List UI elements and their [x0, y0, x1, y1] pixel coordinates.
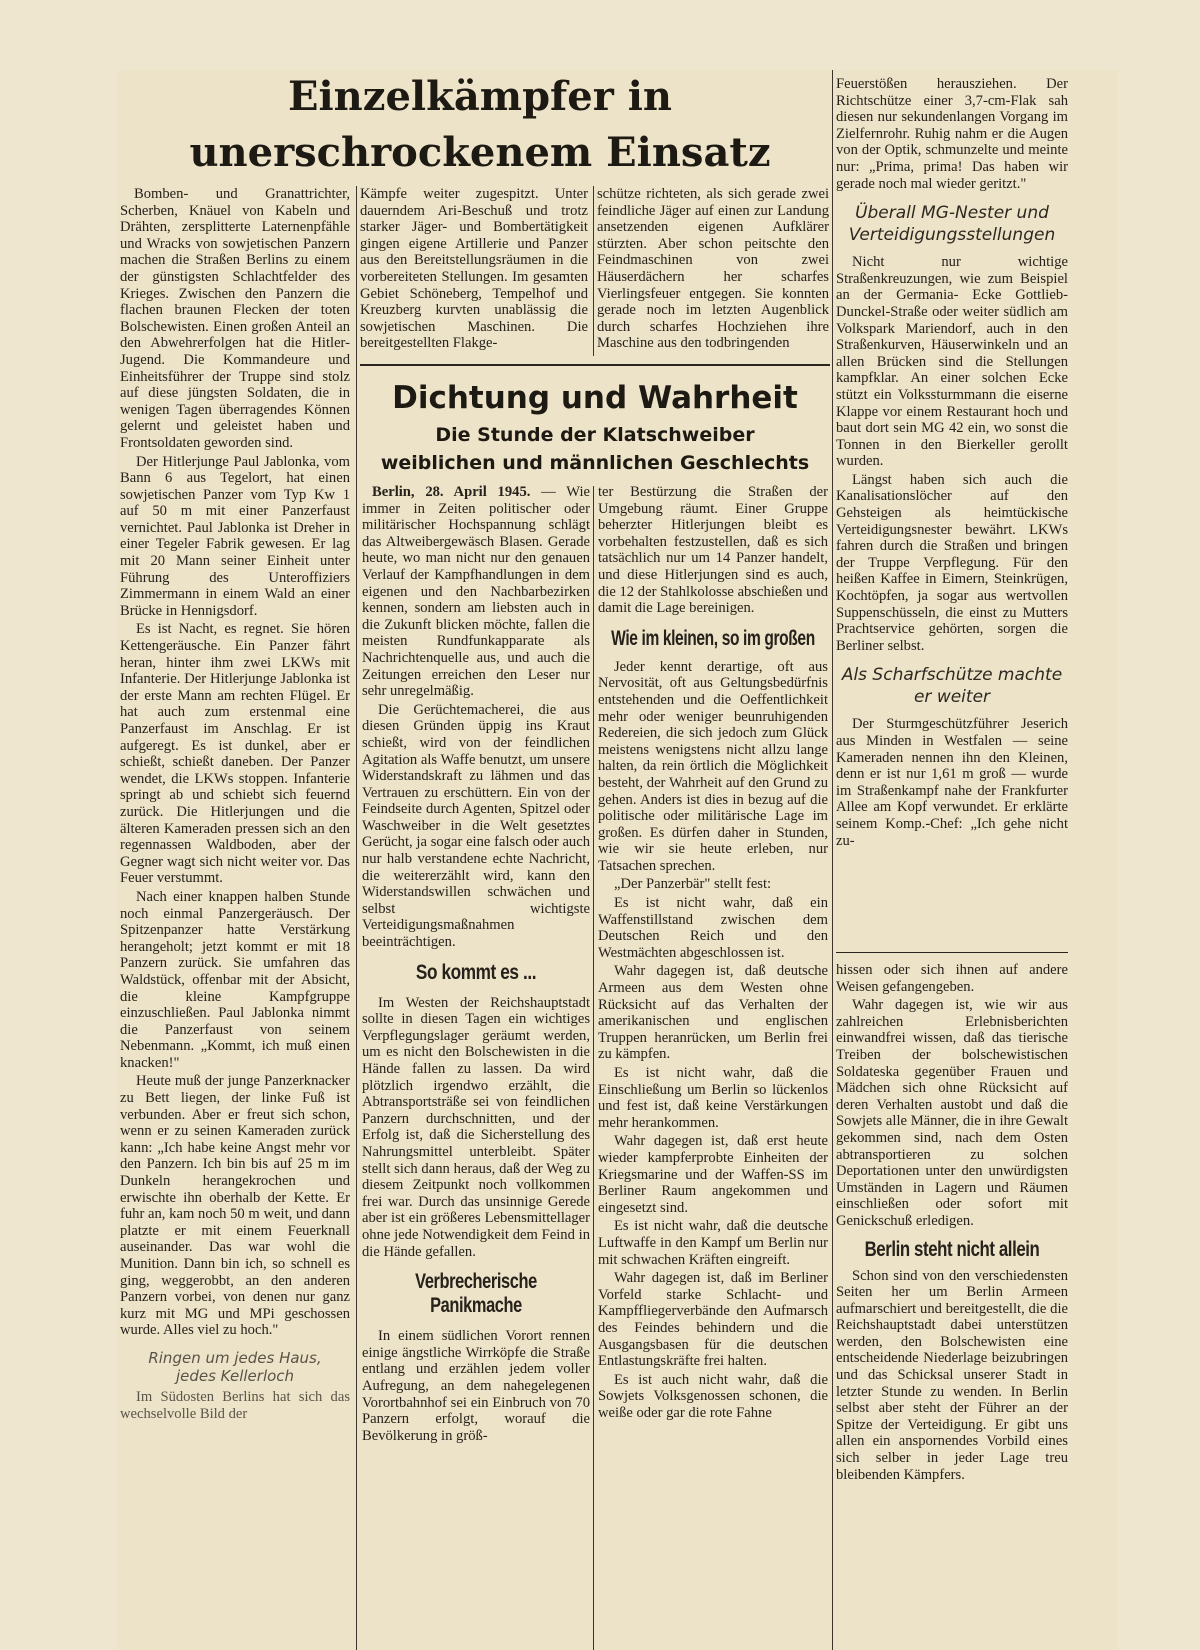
paragraph: Im Westen der Reichshauptstadt sollte in diesen Tagen ein wichtiges Verpflegungslager geräumt werden, um es nicht den Bolschewisten in die Hände fallen zu lassen. Da wird plötzlich irgendwo erzählt, die Abtransportsträße sei von feindlichen Panzern durchschnitten, und der Erfolg ist, daß die Sicherstellung des Nahrungsmittel unterbleibt. Später stellt sich dann heraus, daß der Weg zu diesem Zeitpunkt noch vollkommen frei war. Durch das unsinnige Gerede aber ist ein größeres Lebensmittellager ohne jede Notwendigkeit dem Feind in die Hände gefallen.: [362, 994, 590, 1260]
paragraph: Die Gerüchtemacherei, die aus diesen Gründen üppig ins Kraut schießt, wird von der feindlichen Agitation als Waffe benutzt, um unsere Widerstandskraft zu lähmen und das Vertrauen zu erschüttern. Ein von der Feindseite durch Agenten, Spitzel oder Waschweiber in die Welt gesetztes Gerücht, ja sogar eine falsch oder auch nur halb verstandene echte Nachricht, die weitererzählt wird, kann den Widerstandswillen schwächen und selbst wichtigste Verteidigungsmaßnahmen beeinträchtigen.: [362, 701, 590, 951]
paragraph-text: — Wie immer in Zeiten politischer oder militärischer Hochspannung schlägt das Altweibergewäsch Blasen. Gerade heute, wo man nicht nur den genauen Verlauf der Kampfhandlungen in dem eigenen und den Nachbarbezirken kennen, sondern am liebsten auch in die Zukunft blicken möchte, fallen die meisten Rundfunkapparate als Nachrichtenquelle aus, und auch die Zeitungen erreichen den Leser nur sehr unregelmäßig.: [362, 484, 590, 700]
paragraph: „Der Panzerbär" stellt fest:: [614, 876, 772, 893]
paragraph: Wahr dagegen ist, wie wir aus zahlreichen Erlebnisberichten einwandfrei wissen, daß das tierische Treiben der bolschewistischen Soldateska gegenüber Frauen und Mädchen sich ohne Rücksicht auf deren Verhalten austobt und daß die Sowjets alle Männer, die in ihre Gewalt gekommen sind, nach dem Osten abtransportieren zu solchen Deportationen unter den unwürdigsten Umständen in Lagern und Räumen einschließen oder sofort mit Genickschuß erledigen.: [836, 997, 1068, 1229]
paragraph: Wahr dagegen ist, daß erst heute wieder kampferprobte Einheiten der Kriegsmarine und der Waffen-SS im Berliner Raum angekommen und eingesetzt sind.: [598, 1133, 828, 1216]
headline-line-1: Einzelkämpfer in: [288, 73, 672, 120]
column-4-upper: [836, 76, 1068, 851]
headline-line-2: unerschrockenem Einsatz: [189, 129, 771, 176]
paragraph: hissen oder sich ihnen auf andere Weisen gefangengeben.: [836, 962, 1068, 995]
subheading-mg-nester: Überall MG-Nester und Verteidigungsstellungen: [848, 203, 1056, 246]
column-rule-2: [593, 186, 594, 356]
column-rule-3: [832, 70, 833, 1650]
subheading-ringen: Ringen um jedes Haus, jedes Kellerloch: [148, 1348, 322, 1385]
column-3-top: [597, 186, 829, 354]
subheading-scharfschuetze: Als Scharfschütze machte er weiter: [841, 665, 1063, 708]
paragraph: Wahr dagegen ist, daß deutsche Armeen aus dem Westen ohne Rücksicht auf das Verhalten der amerikanischen und englischen Truppen heranrücken, um Berlin frei zu kämpfen.: [598, 963, 828, 1063]
paragraph: schütze richteten, als sich gerade zwei feindliche Jäger auf einen zur Landung ansetzenden eigenen Aufklärer stürzten. Aber schon peitschte den Feindmaschinen von zwei Häuserdächern her scharfes Vierlingsfeuer entgegen. Sie konnten gerade noch im letzten Augenblick durch scharfes Hochziehen ihre Maschine aus den todbringenden: [597, 186, 829, 352]
column-4-lower: [836, 962, 1068, 1485]
paragraph: In einem südlichen Vorort rennen einige ängstliche Wirrköpfe die Straße entlang und erzählen jedem voller Aufregung, an dem nahegelegenen Vorortbahnhof sei ein Einbruch von 70 Panzern erfolgt, worauf die Bevölkerung in größ-: [362, 1328, 590, 1444]
article-separator: [360, 364, 830, 366]
paragraph: Im Südosten Berlins hat sich das wechselvolle Bild der: [120, 1388, 350, 1422]
column-2-lower: [362, 484, 590, 1446]
column-3-lower: [598, 484, 828, 1423]
column-4-separator: [836, 952, 1068, 953]
column-rule-2b: [593, 486, 594, 1650]
paragraph: Jeder kennt derartige, oft aus Nervosität, oft aus Geltungsbedürfnis entstehenden und die Oeffentlichkeit mehr oder weniger beunruhigenden Redereien, die sich jedoch zum Glück meistens wenigstens nicht allzu lange halten, da rein örtlich die Möglichkeit besteht, der Wahrheit auf den Grund zu gehen. Anders ist dies in bezug auf die politische oder militärische Lage im großen. Es dürfen daher in Stunden, wie wir sie heute erleben, nur Tatsachen sprechen.: [598, 658, 828, 874]
paragraph: Der Hitlerjunge Paul Jablonka, vom Bann 6 aus Tegelort, hat einen sowjetischen Panzer vom Typ Kw 1 auf 50 m mit einer Panzerfaust vernichtet. Paul Jablonka ist Dreher in einer Tegeler Fabrik gewesen. Er lag mit 20 Mann seiner Einheit unter Führung des Unteroffiziers Zimmermann in einem Wald an einer Brücke in Hennigsdorf.: [120, 453, 350, 619]
column-1: [120, 186, 350, 1424]
paragraph: Bomben- und Granattrichter, Scherben, Knäuel von Kabeln und Drähten, zersplitterte Laternenpfähle und Wracks von sowjetischen Panzern machen die Straßen Berlins zu einem der günstigsten Schlachtfelder des Krieges. Zwischen den Panzern die flachen braunen Flecken der toten Bolschewisten. Einen großen Anteil an den Abwehrerfolgen hat die Hitler-Jugend. Die Kommandeure und Einheitsführer der Truppe sind stolz auf diese jüngsten Soldaten, die in wenigen Tagen überragendes Können gelernt und geleistet haben und Frontsoldaten geworden sind.: [120, 186, 350, 451]
second-headline: Dichtung und Wahrheit: [392, 380, 798, 416]
subheading-so-kommt-es: So kommt es ...: [415, 960, 537, 984]
paragraph: Es ist nicht wahr, daß ein Waffenstillstand zwischen dem Deutschen Reich und den Westmächten abgeschlossen ist.: [598, 895, 828, 961]
column-rule-1: [356, 186, 357, 1650]
subheading-wie-im-kleinen: Wie im kleinen, so im großen: [611, 626, 815, 650]
paragraph: Es ist Nacht, es regnet. Sie hören Kettengeräusche. Ein Panzer fährt heran, hinter ihm zwei LKWs mit Infanterie. Der Hitlerjunge Jablonka ist der erste Mann am rechten Flügel. Er hat auch zum erstenmal eine Panzerfaust im Anschlag. Er ist aufgeregt. Es ist dunkel, aber er schießt, schießt daneben. Der Panzer wendet, die LKWs stoppen. Infanterie springt ab und schiebt sich feuernd zurück. Die Hitlerjungen und die älteren Kameraden pressen sich an den regennassen Waldboden, aber der Gegner wagt sich nicht weiter vor. Das Feuer verstummt.: [120, 621, 350, 887]
paragraph: Es ist auch nicht wahr, daß die Sowjets Volksgenossen schonen, die weiße oder gar die rote Fahne: [598, 1371, 828, 1421]
paragraph: ter Bestürzung die Straßen der Umgebung räumt. Einer Gruppe beherzter Hitlerjungen bleibt es vorbehalten festzustellen, daß es sich tatsächlich nur um 14 Panzer handelt, und diese Hitlerjungen sind es auch, die 12 der Stahlkolosse abschießen und damit die Lage bereinigen.: [598, 484, 828, 617]
paragraph: Der Sturmgeschützführer Jeserich aus Minden in Westfalen — seine Kameraden nennen ihn den Kleinen, denn er ist nur 1,61 m groß — wurde im Straßenkampf nahe der Frankfurter Allee am Kopf verwundet. Er erklärte seinem Komp.-Chef: „Ich gehe nicht zu-: [836, 716, 1068, 849]
second-subhead-2: weiblichen und männlichen Geschlechts: [380, 452, 810, 474]
second-subhead-1: Die Stunde der Klatschweiber: [435, 424, 755, 446]
paragraph: Feuerstößen herausziehen. Der Richtschütze einer 3,7-cm-Flak sah diesen nur sekundenlangen Vorgang im Zielfernrohr. Ruhig nahm er die Augen von der Optik, schmunzelte und meinte nur: „Prima, prima! Das haben wir gerade noch mal wieder geritzt.": [836, 76, 1068, 192]
subheading-berlin-steht: Berlin steht nicht allein: [864, 1237, 1040, 1261]
paragraph: Längst haben sich auch die Kanalisationslöcher auf den Gehsteigen als heimtückische Verteidigungsnester bewährt. LKWs fahren durch die Straßen und bringen der Truppe Verpflegung. Für den heißen Kaffee in Eimern, Steinkrügen, Kochtöpfen, ja sogar aus wertvollen Suppenschüsseln, die einst zu Mutters Prachtservice gehörten, sorgen die Berliner selbst.: [836, 471, 1068, 654]
paragraph: Heute muß der junge Panzerknacker zu Bett liegen, der linke Fuß ist verbunden. Aber er freut sich schon, wenn er zu seinen Kameraden zurück kann: „Ich habe keine Angst mehr vor den Panzern. Ich bin bis auf 25 m im Dunkeln herangekrochen und erwischte ihn oberhalb der Kette. Er fuhr an, kam noch 50 m weit, und dann platzte er mit einem Feuerknall auseinander. Das war wohl die Munition. Dann bin ich, so schnell es ging, weggerobbt, an den anderen Panzern vorbei, von denen nur ganz kurz mit MG und MPi geschossen wurde. Alles viel zu hoch.": [120, 1073, 350, 1339]
paragraph: Kämpfe weiter zugespitzt. Unter dauerndem Ari-Beschuß und trotz starker Jäger- und Bombertätigkeit gingen eigene Artillerie und Panzer aus den Bereitstellungsräumen in die vorbereiteten Stellungen. Im gesamten Gebiet Schöneberg, Tempelhof und Kreuzberg kurvten unablässig die sowjetischen Maschinen. Die bereitgestellten Flakge-: [360, 186, 588, 352]
paragraph: Es ist nicht wahr, daß die deutsche Luftwaffe in den Kampf um Berlin nur mit schwachen Kräften eingreift.: [598, 1218, 828, 1268]
paragraph: Nicht nur wichtige Straßenkreuzungen, wie zum Beispiel an der Germania- Ecke Gottlieb-Dunckel-Straße oder weiter südlich am Volkspark Mariendorf, auch in den Straßenkurven, Häuserwinkeln und an allen Brücken sind die Stellungen kampfklar. An einer solchen Ecke stützt ein Volkssturmmann die eiserne Klappe vor einem Restaurant hoch und baut dort sein MG 42 ein, wo sonst die Tonnen in den Bierkeller gerollt wurden.: [836, 254, 1068, 470]
dateline: Berlin, 28. April 1945.: [372, 484, 531, 500]
subheading-panikmache: Verbrecherische Panikmache: [415, 1270, 537, 1318]
column-2-top: [360, 186, 588, 354]
paragraph: Wahr dagegen ist, daß im Berliner Vorfeld starke Schlacht- und Kampffliegerverbände den Aufmarsch des Feindes behindern und die Ausgangsbasen für die deutschen Entlastungskräfte frei halten.: [598, 1270, 828, 1370]
paragraph: Nach einer knappen halben Stunde noch einmal Panzergeräusch. Der Spitzenpanzer hatte Verstärkung herangeholt; jetzt kommt er mit 18 Panzern zurück. Sie umfahren das Waldstück, offenbar mit der Absicht, die kleine Kampfgruppe einzuschließen. Paul Jablonka nimmt die Panzerfaust von seinem Nebenmann. „Kommt, ich muß einen knacken!": [120, 888, 350, 1071]
paragraph: [362, 484, 590, 700]
paragraph: Schon sind von den verschiedensten Seiten her um Berlin Armeen aufmarschiert und bereitgestellt, die die Reichshauptstadt dabei unterstützen werden, den Bolschewisten eine entscheidende Niederlage beizubringen und das Schicksal unserer Stadt in letzter Stunde zu wenden. In Berlin selbst aber steht der Führer an der Spitze der Verteidigung. Er gibt uns allen ein anspornendes Vorbild eines sich selber in jeder Lage treu bleibenden Kämpfers.: [836, 1267, 1068, 1483]
paragraph: Es ist nicht wahr, daß die Einschließung um Berlin so lückenlos und fest ist, daß keine Verstärkungen mehr herankommen.: [598, 1065, 828, 1131]
